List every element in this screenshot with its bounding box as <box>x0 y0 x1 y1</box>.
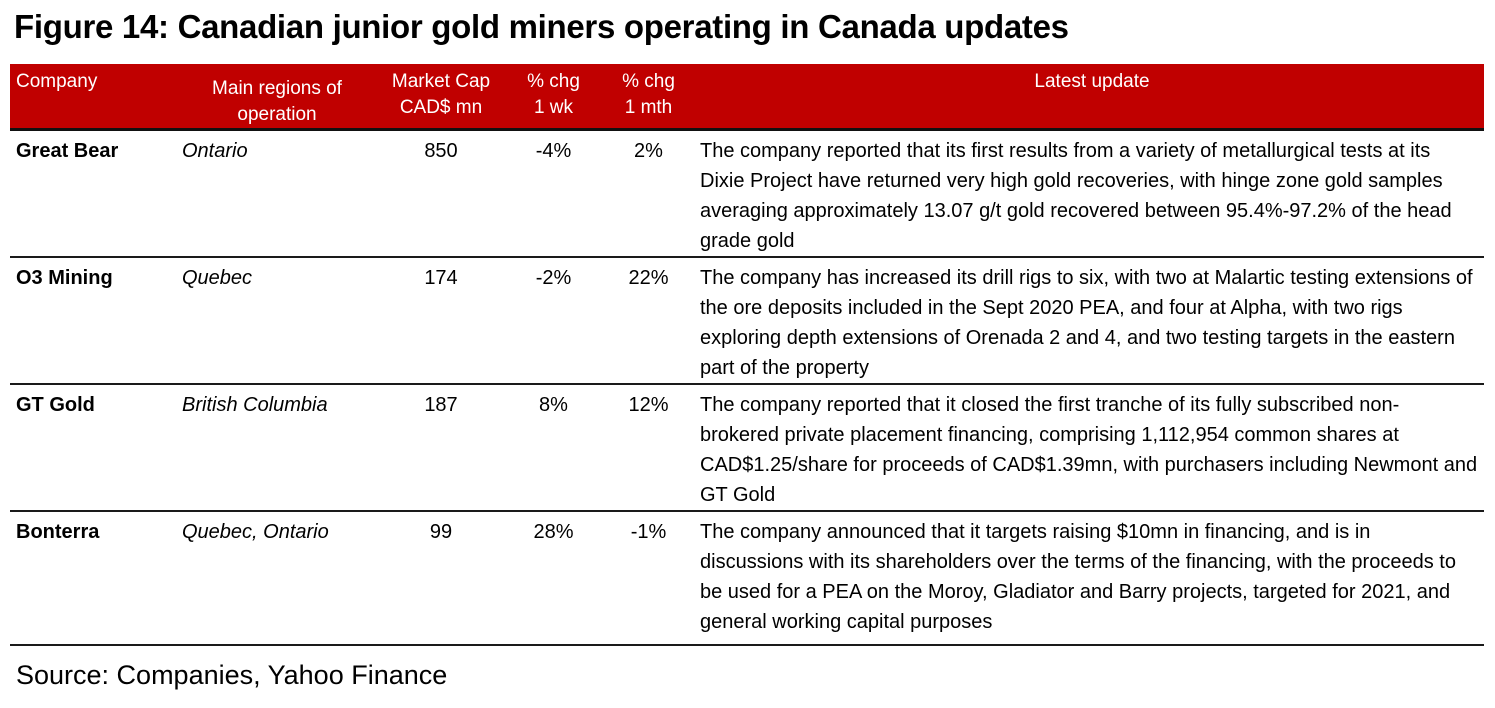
latest-update-text: The company announced that it targets raising $10mn in financing, and is in discussions with its shareholders over the terms of the financing, with the proceeds to be used for a PEA on the Moroy, Gladiator and Barry projects, targeted for 2021, and general working capital purposes <box>700 521 1456 633</box>
company-name: Great Bear <box>16 140 119 162</box>
figure-title: Figure 14: Canadian junior gold miners operating in Canada updates <box>14 8 1069 45</box>
market-cap-value: 174 <box>424 267 458 289</box>
header-line: operation <box>237 104 317 125</box>
header-line: Company <box>16 71 98 92</box>
table-row-gt-gold <box>10 384 1484 511</box>
header-line: Latest update <box>1034 71 1150 92</box>
regions-of-operation: British Columbia <box>182 394 328 416</box>
table-row-bonterra <box>10 511 1484 645</box>
column-header-chg-1wk <box>510 64 597 130</box>
header-line: 1 mth <box>624 97 673 118</box>
header-line: CAD$ mn <box>399 97 483 118</box>
company-name: GT Gold <box>16 394 95 416</box>
miners-table <box>10 64 1484 646</box>
market-cap-value: 99 <box>429 521 453 543</box>
column-header-latest-update <box>700 64 1484 130</box>
chg-1wk-value: -2% <box>535 267 572 289</box>
header-line: % chg <box>622 71 675 92</box>
regions-of-operation: Quebec, Ontario <box>182 521 329 543</box>
table-header <box>10 64 1484 130</box>
latest-update-text: The company has increased its drill rigs to six, with two at Malartic testing extensions of the ore deposits included in the Sept 2020 PEA, and four at Alpha, with two rigs exploring depth extensions of Orenada 2 and 4, and two testing targets in the eastern part of the property <box>700 267 1473 379</box>
chg-1mth-value: -1% <box>630 521 667 543</box>
header-line: 1 wk <box>533 97 574 118</box>
latest-update-text: The company reported that its first results from a variety of metallurgical tests at its Dixie Project have returned very high gold recoveries, with hinge zone gold samples averaging approximately 13.07 g/t gold recovered between 95.4%-97.2% of the head grade gold <box>700 140 1452 252</box>
header-line: Market Cap <box>391 71 491 92</box>
column-header-market-cap <box>372 64 510 130</box>
latest-update-text: The company reported that it closed the first tranche of its fully subscribed non-brokered private placement financing, comprising 1,112,954 common shares at CAD$1.25/share for proceeds of CAD$1.39mn, with purchasers including Newmont and GT Gold <box>700 394 1478 506</box>
chg-1wk-value: 28% <box>533 521 574 543</box>
regions-of-operation: Ontario <box>182 140 248 162</box>
chg-1wk-value: 8% <box>539 394 568 416</box>
column-header-regions <box>182 64 372 130</box>
table-row-o3-mining <box>10 257 1484 384</box>
company-name: O3 Mining <box>16 267 113 289</box>
market-cap-value: 187 <box>424 394 458 416</box>
header-line: Main regions of <box>212 78 342 99</box>
chg-1wk-value: -4% <box>535 140 572 162</box>
column-header-company <box>10 64 182 130</box>
chg-1mth-value: 12% <box>628 394 669 416</box>
table-row-great-bear <box>10 130 1484 258</box>
market-cap-value: 850 <box>424 140 458 162</box>
chg-1mth-value: 22% <box>628 267 669 289</box>
regions-of-operation: Quebec <box>182 267 253 289</box>
company-name: Bonterra <box>16 521 100 543</box>
source-attribution: Source: Companies, Yahoo Finance <box>16 660 448 690</box>
chg-1mth-value: 2% <box>634 140 663 162</box>
header-line: % chg <box>527 71 580 92</box>
column-header-chg-1mth <box>597 64 700 130</box>
